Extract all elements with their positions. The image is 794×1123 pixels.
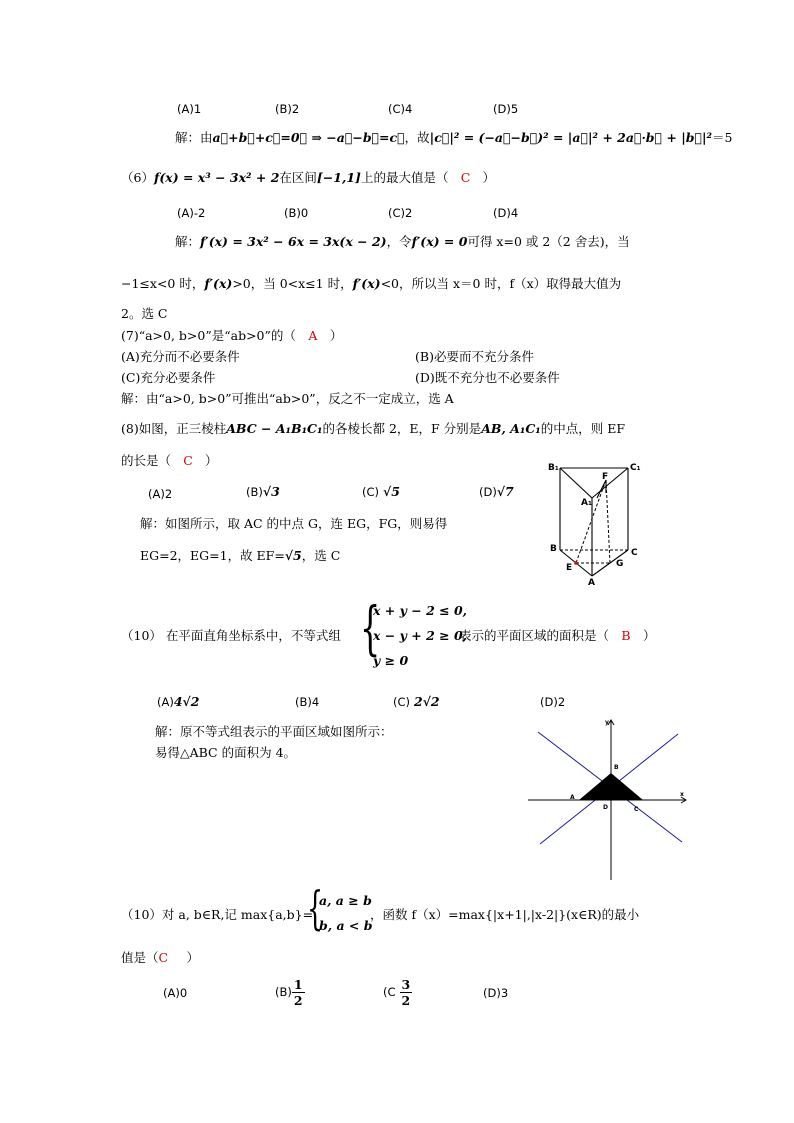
q7-option-b: (B)必要而不充分条件: [415, 349, 534, 364]
q6-solution-line2: −1≤x<0 时，f′(x)>0，当 0<x≤1 时，f′(x)<0，所以当 x＝0 时，f（x）取得最大值为: [121, 276, 622, 291]
q10b-stem-right: ，函数 f（x）=max{|x+1|,|x-2|}(x∈R)的最小: [370, 907, 640, 922]
label-d: D: [603, 804, 608, 811]
q10a-brace: {: [360, 594, 381, 662]
q6-option-b: (B)0: [284, 206, 309, 220]
q10a-stem-right: 表示的平面区域的面积是（ B ）: [459, 628, 656, 643]
q10a-option-b: (B)4: [295, 695, 320, 709]
label-f: F: [602, 472, 609, 482]
q8-option-b: (B)√3: [246, 484, 280, 499]
q5-option-d: (D)5: [493, 102, 519, 116]
q8-solution-line2: EG=2，EG=1，故 EF=√5，选 C: [140, 548, 341, 563]
label-a1: A₁: [581, 498, 592, 508]
q10b-option-a: (A)0: [163, 986, 188, 1000]
q7-stem: (7)“a>0, b>0”是“ab>0”的（ A ）: [121, 328, 343, 343]
region-figure: [528, 714, 692, 884]
q10b-stem-left: （10）对 a, b∈R,记 max{a,b}=: [121, 907, 314, 922]
q8-option-a: (A)2: [148, 487, 173, 501]
q10a-ineq-3: y ≥ 0: [373, 653, 409, 668]
point-e-marker: [574, 561, 578, 565]
q7-solution: 解：由“a>0, b>0”可推出“ab>0”，反之不一定成立，选 A: [121, 391, 454, 406]
q10a-option-d: (D)2: [540, 695, 566, 709]
q10b-option-d: (D)3: [483, 986, 509, 1000]
prism-figure: [540, 458, 650, 588]
q7-option-a: (A)充分而不必要条件: [121, 349, 240, 364]
q10a-option-c: (C) 2√2: [393, 694, 440, 709]
label-b: B: [614, 764, 619, 771]
label-c: C: [631, 548, 638, 558]
q5-option-c: (C)4: [388, 102, 413, 116]
label-g: G: [616, 559, 624, 569]
label-b1: B₁: [548, 463, 559, 473]
q10b-case-1: a, a ≥ b: [319, 893, 372, 908]
q10b-stem-line2: 值是（C ）: [121, 950, 200, 965]
q8-answer: C: [183, 453, 193, 468]
q10a-stem-left: （10） 在平面直角坐标系中，不等式组: [121, 628, 341, 643]
q6-answer: C: [460, 170, 471, 185]
q8-option-c: (C) √5: [362, 484, 400, 499]
label-x-axis: x: [680, 791, 684, 798]
q6-option-c: (C)2: [388, 206, 413, 220]
q8-option-d: (D)√7: [479, 484, 514, 499]
q10a-solution-line1: 解：原不等式组表示的平面区域如图所示：: [155, 724, 393, 739]
q10b-option-c: (C $\frac{3}{2}$: [383, 977, 411, 1008]
q10b-answer: C: [158, 950, 169, 965]
q10a-ineq-1: x + y − 2 ≤ 0,: [373, 603, 467, 618]
q7-option-c: (C)充分必要条件: [121, 370, 216, 385]
q10a-option-a: (A)4√2: [157, 694, 200, 709]
q5-solution: 解：由a⃗+b⃗+c⃗=0⃗ ⇒ −a⃗−b⃗=c⃗，故|c⃗|² = (−a⃗−b⃗)² = |a⃗|² + 2a⃗·b⃗ + |b⃗|²＝5: [175, 130, 733, 145]
q7-answer: A: [308, 328, 318, 343]
q6-stem: （6）f(x) = x³ − 3x² + 2在区间[−1,1]上的最大值是（ C ）: [121, 170, 496, 185]
label-a: A: [570, 794, 575, 801]
q8-stem-line2: 的长是（ C ）: [121, 453, 218, 468]
label-c: C: [634, 806, 639, 813]
q5-option-a: (A)1: [177, 102, 202, 116]
q5-option-b: (B)2: [275, 102, 300, 116]
label-a: A: [588, 578, 595, 588]
q6-solution-line1: 解：f′(x) = 3x² − 6x = 3x(x − 2)，令f′(x) = 0可得 x=0 或 2（2 舍去)，当: [175, 234, 630, 249]
q10b-case-2: b, a < b: [319, 918, 373, 933]
q8-stem-line1: (8)如图，正三棱柱ABC − A₁B₁C₁的各棱长都 2，E，F 分别是AB, A₁C₁的中点，则 EF: [121, 421, 626, 436]
q6-option-d: (D)4: [493, 206, 519, 220]
label-y-axis: y: [605, 719, 609, 726]
q6-option-a: (A)-2: [177, 206, 206, 220]
q10a-answer: B: [621, 628, 631, 643]
label-b: B: [550, 544, 557, 554]
q10b-brace: {: [307, 881, 324, 935]
q8-solution-line1: 解：如图所示，取 AC 的中点 G，连 EG，FG，则易得: [140, 516, 448, 531]
q10a-ineq-2: x − y + 2 ≥ 0,: [373, 628, 467, 643]
q7-option-d: (D)既不充分也不必要条件: [415, 370, 560, 385]
q10a-solution-line2: 易得△ABC 的面积为 4。: [155, 745, 297, 760]
label-e: E: [566, 563, 573, 573]
q6-solution-line3: 2。选 C: [121, 306, 168, 321]
label-c1: C₁: [630, 463, 641, 473]
q10b-option-b: (B) $\frac{1}{2}$: [275, 977, 303, 1008]
